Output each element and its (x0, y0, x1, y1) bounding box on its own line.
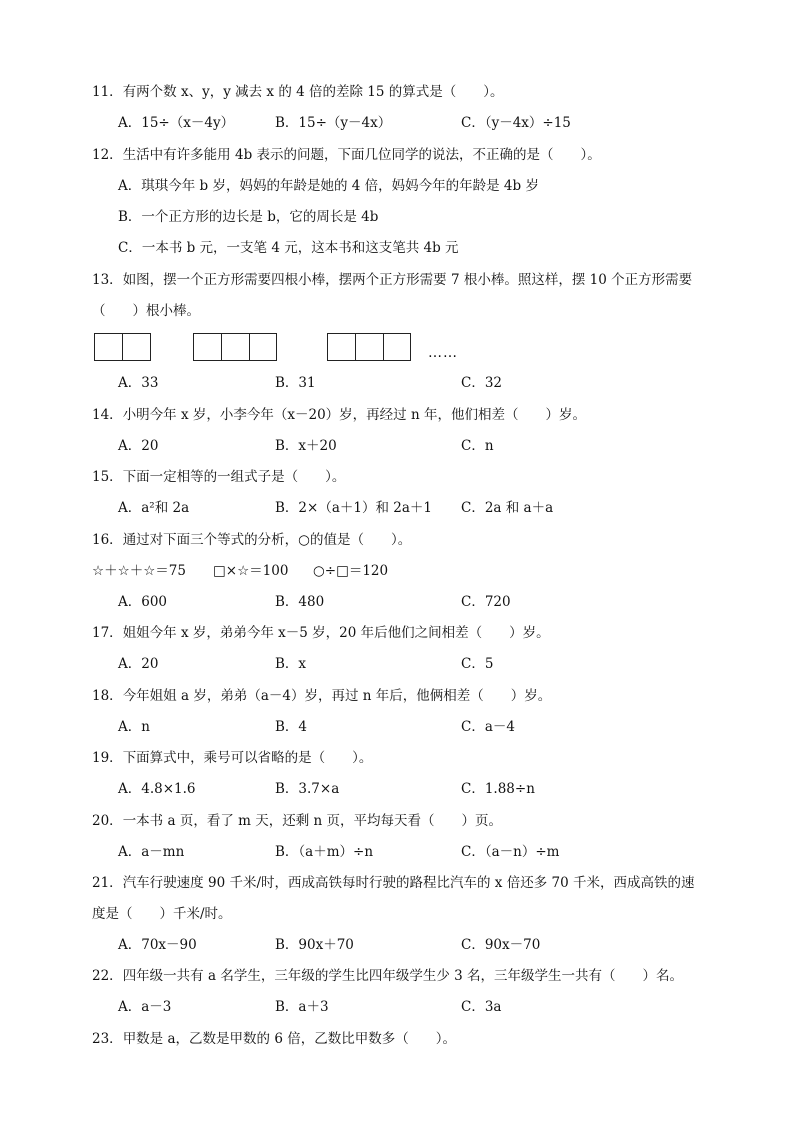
question-21-continued: 度是（ ）千米/时。 (92, 906, 232, 922)
option-b: B．480 (275, 594, 325, 610)
question-17: 17．姐姐今年 x 岁，弟弟今年 x－5 岁，20 年后他们之间相差（ ）岁。 (92, 625, 550, 641)
option-b: B．15÷（y－4x） (275, 115, 392, 131)
one-square-group (94, 333, 151, 361)
option-a: A．70x－90 (118, 937, 197, 953)
question-16: 16．通过对下面三个等式的分析，○的值是（ ）。 (92, 532, 412, 548)
option-b: B．x＋20 (275, 438, 337, 454)
option-c: C．3a (461, 999, 502, 1015)
option-a: A．a－mn (118, 844, 185, 860)
option-c: C．5 (461, 656, 494, 672)
equation-1: ☆＋☆＋☆＝75 (92, 563, 186, 579)
matchstick-squares-figure (94, 333, 514, 365)
option-c: C．2a 和 a＋a (461, 500, 554, 516)
option-b: B．31 (275, 375, 316, 391)
option-b: B．一个正方形的边长是 b，它的周长是 4b (118, 209, 379, 225)
question-13: 13．如图，摆一个正方形需要四根小棒，摆两个正方形需要 7 根小棒。照这样，摆 10 个正方形需要 (92, 272, 693, 288)
option-b: B．90x＋70 (275, 937, 354, 953)
option-b: B．3.7×a (275, 781, 340, 797)
option-c: C．32 (461, 375, 503, 391)
option-a: A．15÷（x－4y） (118, 115, 235, 131)
option-a: A．20 (118, 656, 159, 672)
question-23: 23．甲数是 a，乙数是甲数的 6 倍，乙数比甲数多（ ）。 (92, 1031, 456, 1047)
option-c: C．n (461, 438, 494, 454)
option-a: A．33 (118, 375, 159, 391)
option-c: C．（a－n）÷m (461, 844, 560, 860)
three-square-group (327, 333, 411, 361)
option-a: A．n (118, 719, 150, 735)
question-20: 20．一本书 a 页，看了 m 天，还剩 n 页，平均每天看（ ）页。 (92, 813, 502, 829)
ellipsis: …… (428, 345, 458, 361)
two-square-group (193, 333, 277, 361)
equation-2: □×☆＝100 (213, 563, 289, 579)
option-a: A．a－3 (118, 999, 172, 1015)
option-c: C．90x－70 (461, 937, 541, 953)
equation-3: ○÷□＝120 (313, 563, 389, 579)
option-b: B．2×（a＋1）和 2a＋1 (275, 500, 432, 516)
question-15: 15．下面一定相等的一组式子是（ ）。 (92, 469, 346, 485)
option-b: B．x (275, 656, 307, 672)
option-b: B．a＋3 (275, 999, 329, 1015)
question-22: 22．四年级一共有 a 名学生，三年级的学生比四年级学生少 3 名，三年级学生一共有（ ）名。 (92, 968, 683, 984)
option-c: C．一本书 b 元，一支笔 4 元，这本书和这支笔共 4b 元 (118, 240, 459, 256)
option-c: C．1.88÷n (461, 781, 535, 797)
question-14: 14．小明今年 x 岁，小李今年（x－20）岁，再经过 n 年，他们相差（ ）岁。 (92, 407, 586, 423)
option-a: A．琪琪今年 b 岁，妈妈的年龄是她的 4 倍，妈妈今年的年龄是 4b 岁 (118, 178, 539, 194)
option-c: C．a－4 (461, 719, 515, 735)
option-c: C．（y－4x）÷15 (461, 115, 571, 131)
question-13-continued: （ ）根小棒。 (92, 303, 200, 319)
option-c: C．720 (461, 594, 511, 610)
option-b: B．（a＋m）÷n (275, 844, 374, 860)
question-19: 19．下面算式中，乘号可以省略的是（ ）。 (92, 750, 373, 766)
option-a: A．4.8×1.6 (118, 781, 196, 797)
option-a: A．a²和 2a (118, 500, 190, 516)
question-18: 18．今年姐姐 a 岁，弟弟（a－4）岁，再过 n 年后，他俩相差（ ）岁。 (92, 688, 552, 704)
option-b: B．4 (275, 719, 308, 735)
option-a: A．600 (118, 594, 168, 610)
option-a: A．20 (118, 438, 159, 454)
question-12: 12．生活中有许多能用 4b 表示的问题，下面几位同学的说法，不正确的是（ ）。 (92, 147, 601, 163)
question-11: 11．有两个数 x、y，y 减去 x 的 4 倍的差除 15 的算式是（ ）。 (92, 84, 504, 100)
question-21: 21．汽车行驶速度 90 千米/时，西成高铁每时行驶的路程比汽车的 x 倍还多 70 千米，西成高铁的速 (92, 875, 695, 891)
